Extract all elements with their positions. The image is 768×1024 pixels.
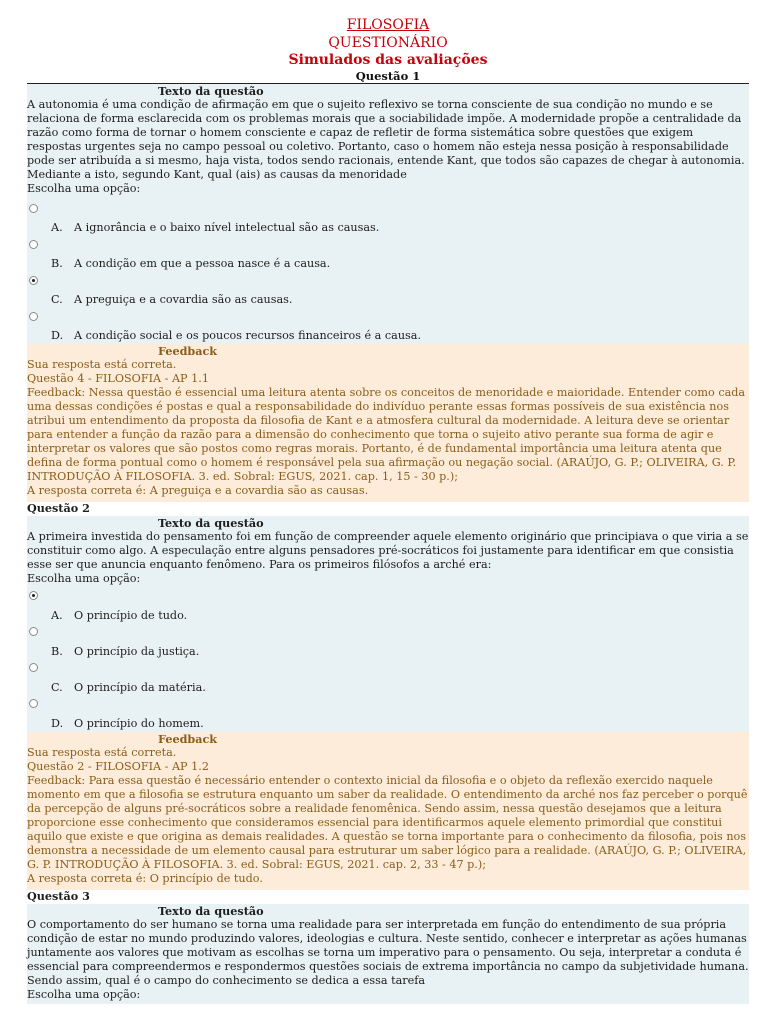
question-1-title: Questão 1 (355, 69, 421, 83)
option-d[interactable] (51, 717, 204, 731)
option-a[interactable] (51, 609, 187, 623)
feedback-status: Sua resposta está correta. (27, 746, 177, 759)
option-c[interactable] (51, 681, 206, 695)
option-text: O princípio de tudo. (74, 609, 188, 622)
option-b[interactable] (51, 645, 199, 659)
question-3-title: Questão 3 (27, 889, 90, 903)
option-letter: B. (51, 645, 63, 658)
option-letter: B. (51, 257, 63, 270)
radio-option-a-selected[interactable] (29, 591, 38, 600)
question-1-text-block (27, 84, 749, 208)
option-text: O princípio da justiça. (74, 645, 200, 658)
option-prompt: Escolha uma opção: (27, 572, 141, 585)
document-type: QUESTIONÁRIO (328, 35, 448, 51)
radio-option-b[interactable] (29, 240, 38, 249)
option-letter: C. (51, 293, 63, 306)
option-letter: A. (51, 609, 63, 622)
feedback-label: Feedback (158, 732, 218, 746)
question-1-feedback (27, 344, 749, 502)
option-prompt: Escolha uma opção: (27, 182, 141, 195)
question-2-options (27, 586, 749, 732)
option-text: A condição em que a pessoa nasce é a causa. (74, 257, 331, 270)
option-letter: C. (51, 681, 63, 694)
option-prompt: Escolha uma opção: (27, 988, 141, 1001)
option-c[interactable] (51, 293, 292, 307)
radio-option-c[interactable] (29, 663, 38, 672)
feedback-label: Feedback (158, 344, 218, 358)
option-text: A preguiça e a covardia são as causas. (74, 293, 293, 306)
question-2-title: Questão 2 (27, 501, 90, 515)
radio-option-b[interactable] (29, 627, 38, 636)
option-a[interactable] (51, 221, 379, 235)
feedback-status: Sua resposta está correta. (27, 358, 177, 371)
radio-option-d[interactable] (29, 312, 38, 321)
radio-option-d[interactable] (29, 699, 38, 708)
feedback-text: Feedback: Para essa questão é necessário entender o contexto inicial da filosofia e o objeto da reflexão exercido naquele momento em que a filosofia se estrutura enquanto um saber da realidade. O entendimento da arché nos faz perceber o porquê da percepção de alguns pré-socráticos sobre a realidade fenomênica. Sendo assim, nessa questão desejamos que a leitura proporcione esse conhecimento que consideramos essencial para identificarmos aquele elemento primordial que constitui aquilo que existe e que origina as demais realidades. A questão se torna importante para o conhecimento da filosofia, pois nos demonstra a necessidade de um elemento causal para estruturar um saber lógico para a realidade. (ARAÚJO, G. P.; OLIVEIRA, G. P. INTRODUÇÃO À FILOSOFIA. 3. ed. Sobral: EGUS, 2021. cap. 2, 33 - 47 p.); (27, 774, 748, 871)
feedback-reference: Questão 4 - FILOSOFIA - AP 1.1 (27, 372, 209, 385)
option-letter: D. (51, 329, 64, 342)
radio-option-c-selected[interactable] (29, 276, 38, 285)
question-3-text-block (27, 904, 749, 1004)
question-2-feedback (27, 732, 749, 890)
option-b[interactable] (51, 257, 330, 271)
section-label: Texto da questão (158, 516, 264, 530)
correct-answer: A resposta correta é: A preguiça e a covardia são as causas. (27, 484, 369, 497)
question-2-text-block (27, 516, 749, 586)
question-text: A autonomia é uma condição de afirmação em que o sujeito reflexivo se torna consciente de sua condição no mundo e se relaciona de forma esclarecida com os problemas morais que a sociabilidade impõe. A modernidade propõe a centralidade da razão como forma de tornar o homem consciente e capaz de refletir de forma sistemática sobre questões que exigem respostas urgentes seja no campo pessoal ou coletivo. Portanto, caso o homem não esteja nessa posição à responsabilidade pode ser atribuída a si mesmo, haja vista, todos sendo racionais, entende Kant, que todos são capazes de chegar à autonomia. Mediante a isto, segundo Kant, qual (ais) as causas da menoridade (27, 98, 745, 181)
correct-answer: A resposta correta é: O princípio de tudo. (27, 872, 263, 885)
feedback-reference: Questão 2 - FILOSOFIA - AP 1.2 (27, 760, 209, 773)
feedback-text: Feedback: Nessa questão é essencial uma leitura atenta sobre os conceitos de menoridade e maioridade. Entender como cada uma dessas condições é postas e qual a responsabilidade do indivíduo perante essas formas possíveis de sua existência nos atribui um entendimento da proposta da filosofia de Kant e a atmosfera cultural da modernidade. A leitura deve se orientar para entender a função da razão para a dimensão do conhecimento que torna o sujeito ativo perante sua forma de agir e interpretar os valores que são postos como regras morais. Portanto, é de fundamental importância uma leitura atenta que defina de forma pontual como o homem é responsável pela sua afirmação ou negação social. (ARAÚJO, G. P.; OLIVEIRA, G. P. INTRODUÇÃO À FILOSOFIA. 3. ed. Sobral: EGUS, 2021. cap. 1, 15 - 30 p.); (27, 386, 746, 483)
section-label: Texto da questão (158, 84, 264, 98)
document-subtitle: Simulados das avaliações (288, 52, 488, 68)
section-label: Texto da questão (158, 904, 264, 918)
option-d[interactable] (51, 329, 421, 343)
option-text: A ignorância e o baixo nível intelectual são as causas. (74, 221, 380, 234)
radio-option-a[interactable] (29, 204, 38, 213)
option-text: O princípio do homem. (74, 717, 204, 730)
option-text: O princípio da matéria. (74, 681, 206, 694)
option-letter: A. (51, 221, 63, 234)
option-text: A condição social e os poucos recursos financeiros é a causa. (74, 329, 422, 342)
option-letter: D. (51, 717, 64, 730)
question-text: A primeira investida do pensamento foi em função de compreender aquele elemento originário que principiava o que viria a se constituir como algo. A especulação entre alguns pensadores pré-socráticos foi justamente para identificar em que consistia esse ser que anuncia enquanto fenômeno. Para os primeiros filósofos a arché era: (27, 530, 749, 571)
subject-title: FILOSOFIA (346, 17, 430, 33)
question-text: O comportamento do ser humano se torna uma realidade para ser interpretada em função do entendimento de sua própria condição de estar no mundo produzindo valores, ideologias e cultura. Neste sentido, conhecer e interpretar as ações humanas juntamente aos valores que motivam as escolhas se torna um imperativo para o pensamento. Ou seja, interpretar a conduta é essencial para compreendermos e respondermos questões sociais de extrema importância no campo da subjetividade humana. Sendo assim, qual é o campo do conhecimento se dedica a essa tarefa (27, 918, 749, 987)
